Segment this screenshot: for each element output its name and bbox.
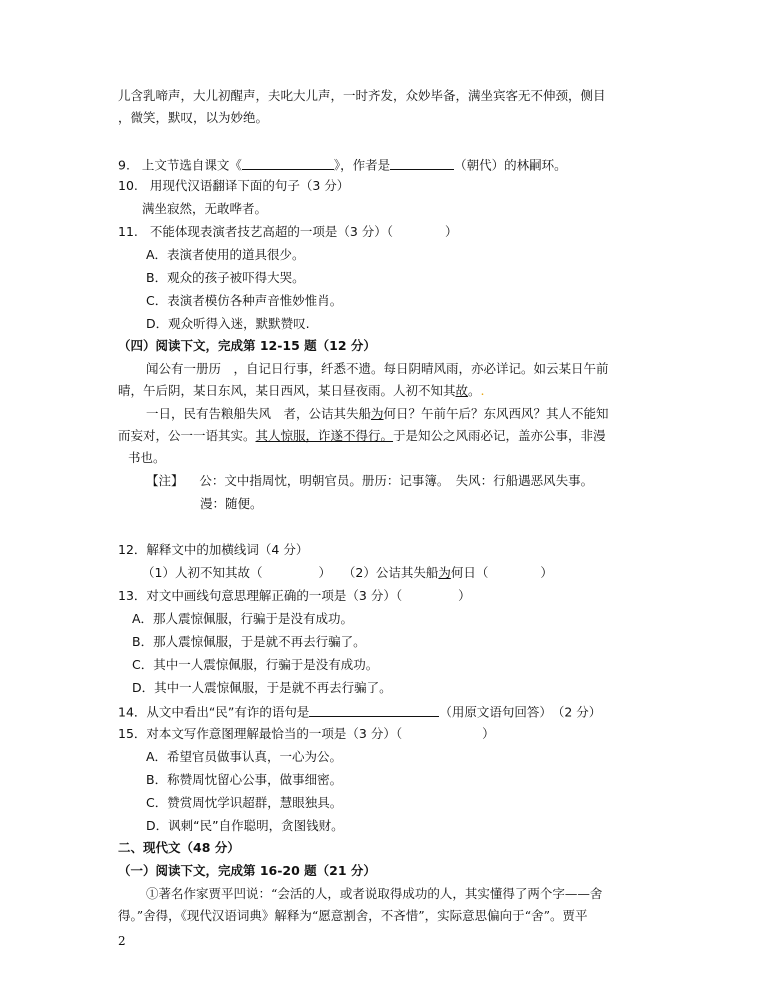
option-b: B．观众的孩子被吓得大哭。 [146,270,305,285]
passage-line: 书也。 [128,450,166,465]
passage-text: 。 [468,383,481,398]
answer-blank[interactable] [242,156,334,170]
question-11 [118,224,458,239]
question-number: 13． [118,588,147,603]
question-number: 14． [118,704,147,720]
dot-mark: . [480,383,485,398]
option-c: C．其中一人震惊佩服，行骗于是没有成功。 [132,657,379,672]
question-number: 15． [118,726,147,741]
option-a: A．那人震惊佩服，行骗于是没有成功。 [132,611,354,626]
underlined-word: 为 [438,565,451,580]
sub-question: 何日（ [450,565,489,580]
section-heading: （四）阅读下文，完成第 12-15 题（12 分） [118,338,376,353]
passage-line [146,406,609,421]
passage-text: 一日，民有告粮船失风 者，公诘其失船 [146,406,372,421]
underlined-word: 故 [455,383,469,398]
question-text: 不能体现表演者技艺高超的一项是（3 分）（ [149,224,393,239]
answer-blank[interactable] [309,703,439,717]
question-13 [118,588,471,603]
sub-question: （1）人初不知其故（ [142,565,263,580]
question-number: 9. [118,157,130,173]
paren-close: ） [445,224,458,239]
part-heading: 二、现代文（48 分） [118,840,240,855]
underlined-word: 为 [371,406,384,421]
option-b: B．那人震惊佩服，于是就不再去行骗了。 [132,634,366,649]
underlined-sentence: 其人惊服，诈遂不得行。 [255,428,394,443]
option-a: A．希望官员做事认真，一心为公。 [146,749,343,764]
passage-line: 闻公有一册历 ，自记日行事，纤悉不遗。每日阴晴风雨，亦必详记。如云某日午前 [146,361,609,376]
passage-text: 而妄对，公一一语其实。 [118,428,256,443]
passage-line [118,428,606,443]
question-12 [118,542,308,557]
question-10-sentence: 满坐寂然，无敢哗者。 [142,201,268,216]
paren-close: ） [458,588,471,603]
question-text: 解释文中的加横线词（4 分） [146,542,309,557]
option-b: B．称赞周忱留心公事，做事细密。 [146,772,343,787]
option-c: C．赞赏周忱学识超群，慧眼独具。 [146,795,343,810]
question-text: 》，作者是 [333,157,391,173]
intro-line-2: ，微笑，默叹，以为妙绝。 [118,110,269,125]
question-number: 12． [118,542,147,557]
question-15 [118,726,495,741]
note-line-2: 漫：随便。 [200,496,263,511]
option-d: D．讽刺“民”自作聪明，贪图钱财。 [146,818,344,833]
option-d: D．观众听得入迷，默默赞叹. [146,316,310,331]
passage-text: 何日？午前午后？东风西风？其人不能知 [383,406,609,421]
question-text: 上文节选自课文《 [141,157,242,173]
question-text: 对本文写作意图理解最恰当的一项是（3 分）（ [146,726,403,741]
question-9 [118,156,567,173]
answer-blank[interactable] [390,156,454,170]
question-number: 10. [118,178,138,193]
question-number: 11. [118,224,138,239]
question-text: 用现代汉语翻译下面的句子（3 分） [149,178,350,193]
intro-line-1: 儿含乳啼声，大儿初醒声，夫叱大儿声，一时齐发，众妙毕备，满坐宾客无不伸颈，侧目 [118,88,606,103]
section-heading: （一）阅读下文，完成第 16-20 题（21 分） [118,863,376,878]
question-10 [118,178,349,193]
paren-close: ） [540,565,553,580]
option-a: A．表演者使用的道具很少。 [146,247,305,262]
modern-passage-line: ①著名作家贾平凹说：“会活的人，或者说取得成功的人，其实懂得了两个字——舍 [146,886,603,901]
note-label: 【注】 [146,473,184,488]
paren-close: ） [482,726,495,741]
passage-text: 晴，午后阴，某日东风，某日西风，某日昼夜雨。人初不知其 [118,383,456,398]
sub-question: （2）公诘其失船 [342,565,439,580]
question-14 [118,703,601,720]
question-text: 从文中看出“民”有诈的语句是 [146,704,310,720]
question-text: 对文中画线句意思理解正确的一项是（3 分）（ [146,588,403,603]
question-text: （用原文语句回答） （2 分） [439,704,602,720]
note-text: 公：文中指周忱，明朝官员。册历：记事簿。 失风：行船遇恶风失事。 [199,473,594,488]
option-c: C．表演者模仿各种声音惟妙惟肖。 [146,293,343,308]
question-12-subs [142,565,553,580]
passage-line [118,383,485,398]
page-number: 2 [118,934,126,948]
question-text: （朝代）的林嗣环。 [454,157,567,173]
note-line [146,473,593,488]
paren-close: ） [318,565,331,580]
modern-passage-line: 得。”舍得，《现代汉语词典》解释为“愿意割舍，不吝惜”，实际意思偏向于“舍”。贾平 [118,908,588,923]
passage-text: 于是知公之风雨必记，盖亦公事，非漫 [393,428,606,443]
option-d: D．其中一人震惊佩服，于是就不再去行骗了。 [132,680,392,695]
